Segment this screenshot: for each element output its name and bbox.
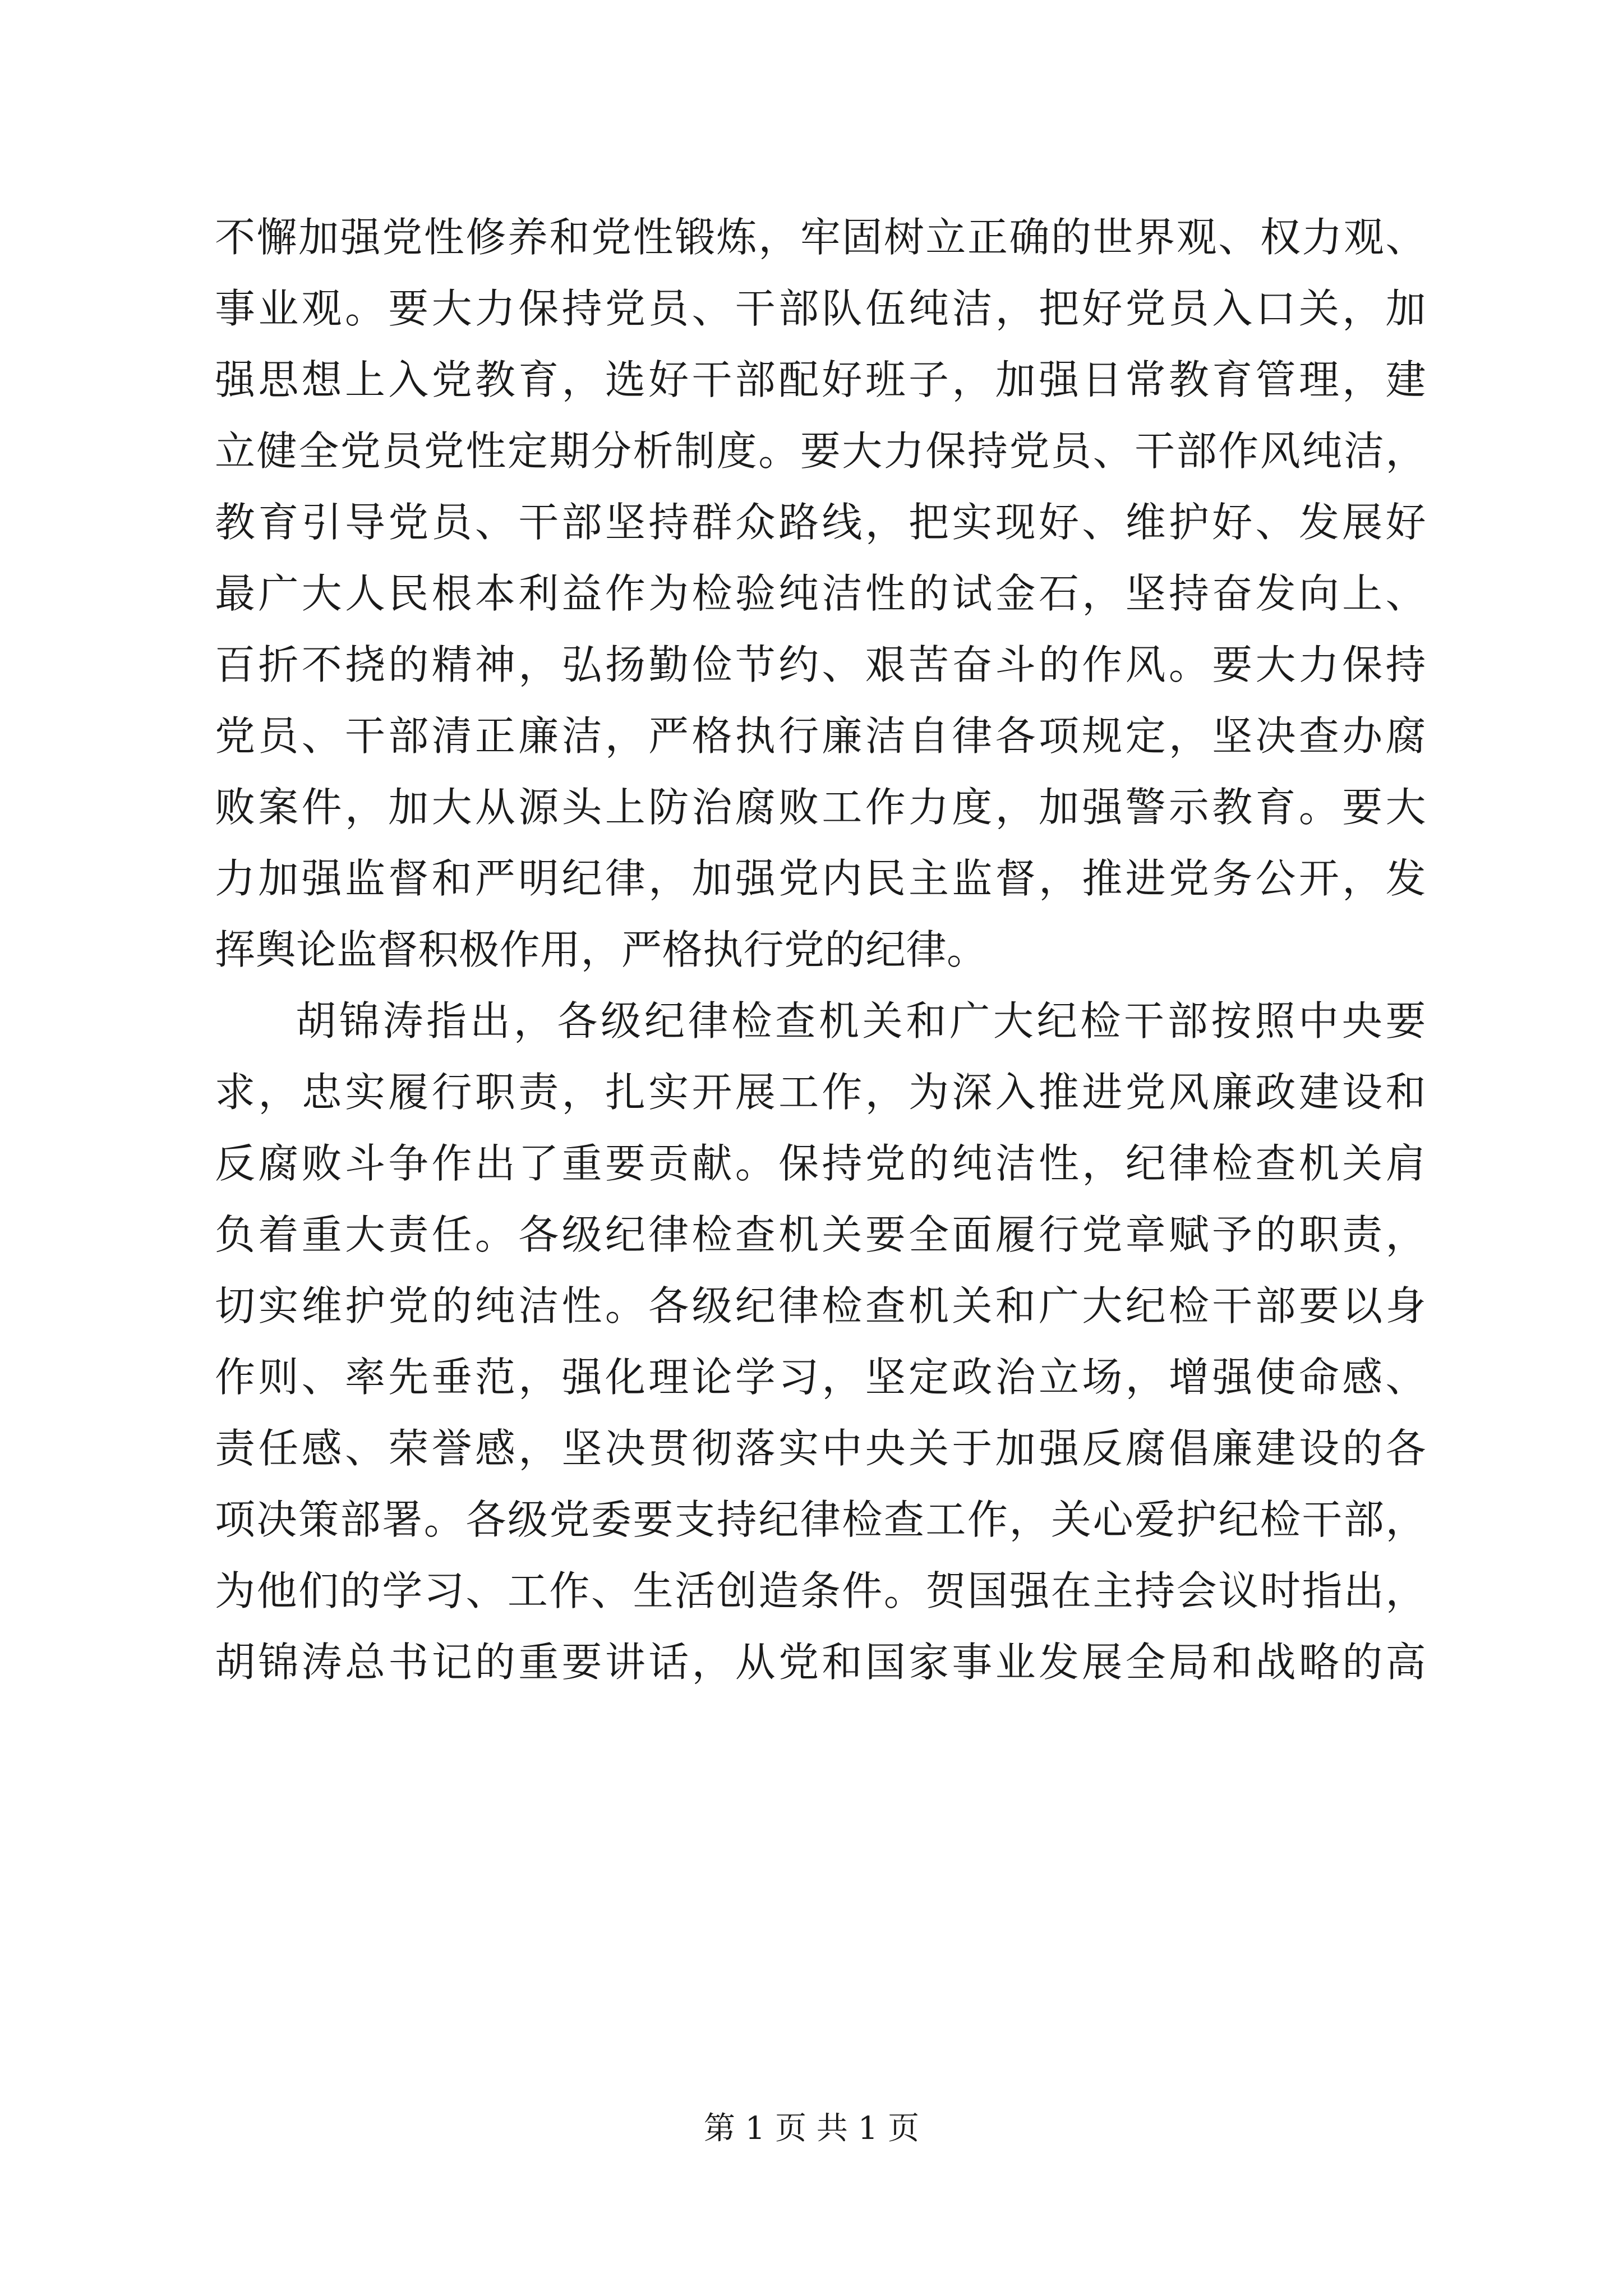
paragraph-1-line-4: 立健全党员党性定期分析制度。要大力保持党员、干部作风纯洁，	[215, 427, 1426, 475]
paragraph-2-line-9: 为他们的学习、工作、生活创造条件。贺国强在主持会议时指出，	[215, 1567, 1426, 1614]
paragraph-2-line-6: 作则、率先垂范，强化理论学习，坚定政治立场，增强使命感、	[215, 1354, 1426, 1401]
paragraph-1-line-8: 党员、干部清正廉洁，严格执行廉洁自律各项规定，坚决查办腐	[215, 712, 1426, 760]
paragraph-2-line-7: 责任感、荣誉感，坚决贯彻落实中央关于加强反腐倡廉建设的各	[215, 1425, 1426, 1472]
paragraph-1-line-1: 不懈加强党性修养和党性锻炼，牢固树立正确的世界观、权力观、	[215, 214, 1426, 261]
paragraph-1-line-9: 败案件，加大从源头上防治腐败工作力度，加强警示教育。要大	[215, 784, 1426, 831]
paragraph-1-line-5: 教育引导党员、干部坚持群众路线，把实现好、维护好、发展好	[215, 499, 1426, 546]
paragraph-1-line-3: 强思想上入党教育，选好干部配好班子，加强日常教育管理，建	[215, 356, 1426, 403]
paragraph-1-line-11: 挥舆论监督积极作用，严格执行党的纪律。	[215, 926, 988, 973]
paragraph-2-line-1: 胡锦涛指出，各级纪律检查机关和广大纪检干部按照中央要	[296, 997, 1426, 1045]
paragraph-1-line-6: 最广大人民根本利益作为检验纯洁性的试金石，坚持奋发向上、	[215, 570, 1426, 617]
paragraph-1-line-10: 力加强监督和严明纪律，加强党内民主监督，推进党务公开，发	[215, 855, 1426, 902]
page-footer: 第 1 页 共 1 页	[703, 2110, 920, 2147]
paragraph-2-line-4: 负着重大责任。各级纪律检查机关要全面履行党章赋予的职责，	[215, 1211, 1426, 1258]
paragraph-1-line-7: 百折不挠的精神，弘扬勤俭节约、艰苦奋斗的作风。要大力保持	[215, 641, 1426, 688]
paragraph-2-line-5: 切实维护党的纯洁性。各级纪律检查机关和广大纪检干部要以身	[215, 1282, 1426, 1329]
paragraph-2-line-10: 胡锦涛总书记的重要讲话，从党和国家事业发展全局和战略的高	[215, 1639, 1426, 1686]
paragraph-2-line-8: 项决策部署。各级党委要支持纪律检查工作，关心爱护纪检干部，	[215, 1496, 1426, 1543]
paragraph-2-line-3: 反腐败斗争作出了重要贡献。保持党的纯洁性，纪律检查机关肩	[215, 1140, 1426, 1187]
paragraph-1-line-2: 事业观。要大力保持党员、干部队伍纯洁，把好党员入口关，加	[215, 285, 1426, 332]
paragraph-2-line-2: 求，忠实履行职责，扎实开展工作，为深入推进党风廉政建设和	[215, 1069, 1426, 1116]
